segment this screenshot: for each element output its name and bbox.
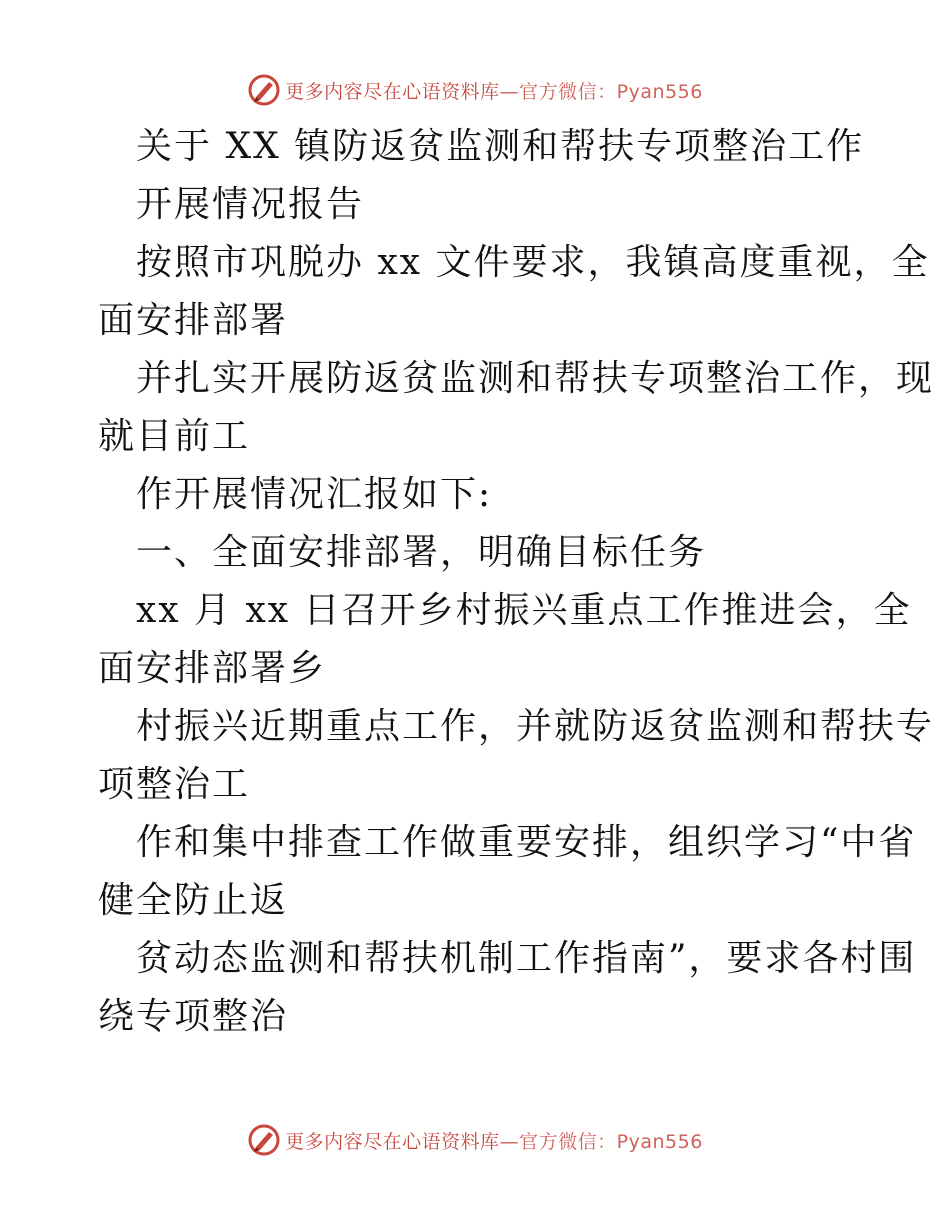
doc-line: 关于 XX 镇防返贫监测和帮扶专项整治工作 — [136, 126, 865, 167]
doc-line: 作开展情况汇报如下: — [136, 474, 493, 515]
doc-line: 一、全面安排部署，明确目标任务 — [136, 532, 707, 573]
watermark-text: 更多内容尽在心语资料库 — [285, 1130, 500, 1153]
doc-line: 开展情况报告 — [136, 184, 365, 225]
doc-line: 绕专项整治 — [98, 996, 289, 1037]
doc-line: 就目前工 — [98, 416, 251, 457]
doc-line: 贫动态监测和帮扶机制工作指南”，要求各村围 — [136, 938, 917, 979]
watermark-text: 更多内容尽在心语资料库 — [285, 80, 500, 103]
doc-line: 并扎实开展防返贫监测和帮扶专项整治工作，现 — [136, 358, 935, 399]
doc-line: 面安排部署乡 — [98, 648, 327, 689]
doc-line: 健全防止返 — [98, 880, 289, 921]
doc-line: 按照市巩脱办 xx 文件要求，我镇高度重视，全 — [136, 242, 930, 283]
watermark-footer — [0, 1120, 950, 1160]
doc-line: 项整治工 — [98, 764, 251, 805]
watermark-contact: —官方微信：Pyan556 — [499, 1130, 703, 1153]
doc-line: 村振兴近期重点工作，并就防返贫监测和帮扶专 — [136, 706, 935, 747]
watermark-contact: —官方微信：Pyan556 — [499, 80, 703, 103]
doc-line: 作和集中排查工作做重要安排，组织学习“中省 — [136, 822, 917, 863]
doc-line: xx 月 xx 日召开乡村振兴重点工作推进会，全 — [136, 590, 912, 631]
document-body — [98, 118, 935, 1046]
pen-logo-icon — [247, 73, 281, 107]
watermark-header — [0, 70, 950, 110]
doc-line: 面安排部署 — [98, 300, 289, 341]
pen-logo-icon — [247, 1123, 281, 1157]
